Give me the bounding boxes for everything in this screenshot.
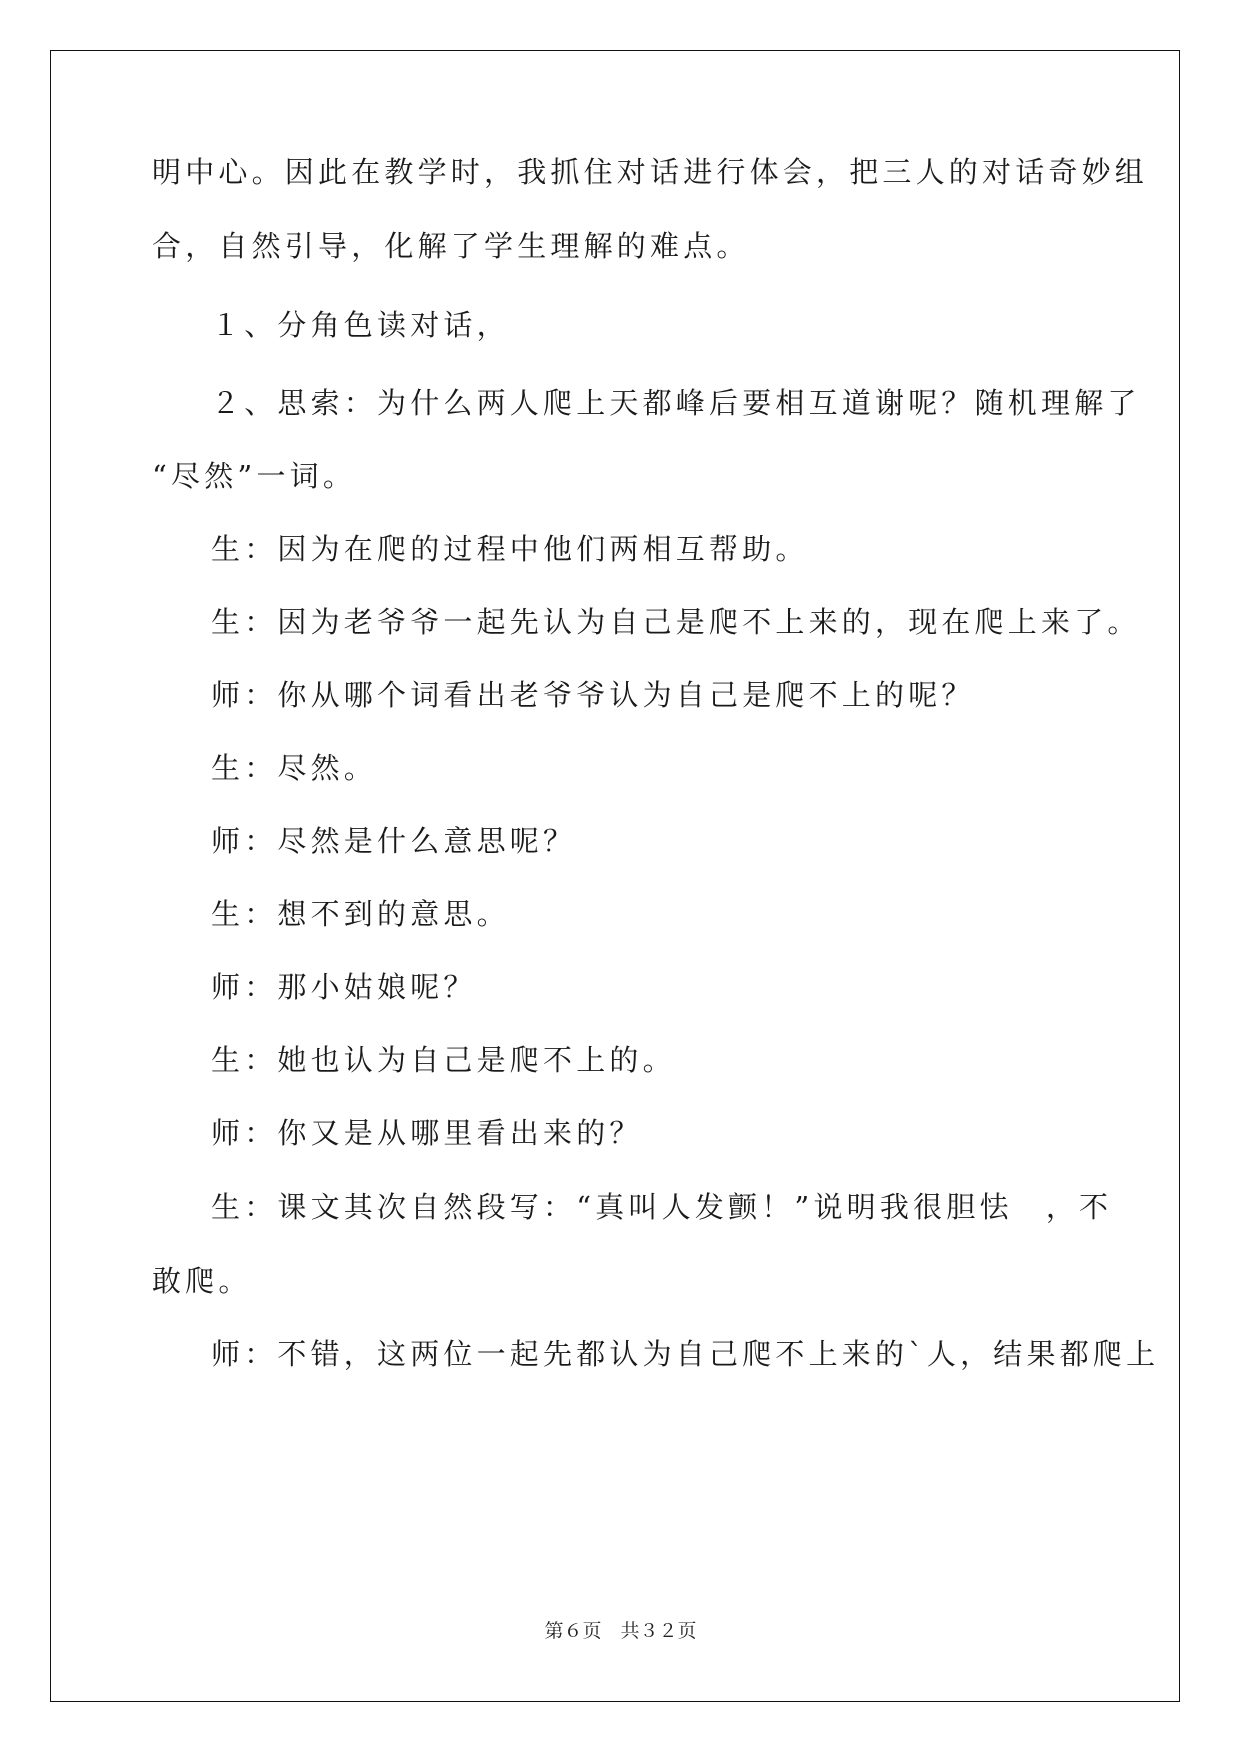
text-line: 合，自然引导，化解了学生理解的难点。 — [152, 229, 750, 263]
text-line: 明中心。因此在教学时，我抓住对话进行体会，把三人的对话奇妙组 — [152, 155, 1149, 189]
text-line: 生：因为老爷爷一起先认为自己是爬不上来的，现在爬上来了。 — [211, 605, 1141, 639]
page-footer: 第６页 共３２页 — [544, 1620, 697, 1642]
text-line: 生：想不到的意思。 — [211, 897, 510, 931]
text-line: 师：你从哪个词看出老爷爷认为自己是爬不上的呢？ — [211, 678, 975, 712]
text-line: 师：那小姑娘呢？ — [211, 970, 477, 1004]
text-line: 生：课文其次自然段写：“真叫人发颤！”说明我很胆怯 ，不 — [211, 1190, 1113, 1224]
page-border — [50, 50, 1180, 1702]
text-line: ２、思索：为什么两人爬上天都峰后要相互道谢呢？随机理解了 — [211, 386, 1141, 420]
text-line: １、分角色读对话， — [211, 308, 510, 342]
text-line: 生：因为在爬的过程中他们两相互帮助。 — [211, 532, 809, 566]
text-line: “尽然”一词。 — [152, 459, 357, 493]
text-line: 师：尽然是什么意思呢？ — [211, 824, 577, 858]
text-line: 敢爬。 — [152, 1264, 252, 1298]
text-line: 生：尽然。 — [211, 751, 378, 785]
text-line: 生：她也认为自己是爬不上的。 — [211, 1043, 676, 1077]
text-line: 师：你又是从哪里看出来的？ — [211, 1116, 643, 1150]
text-line: 师：不错，这两位一起先都认为自己爬不上来的`人，结果都爬上 — [211, 1337, 1160, 1371]
